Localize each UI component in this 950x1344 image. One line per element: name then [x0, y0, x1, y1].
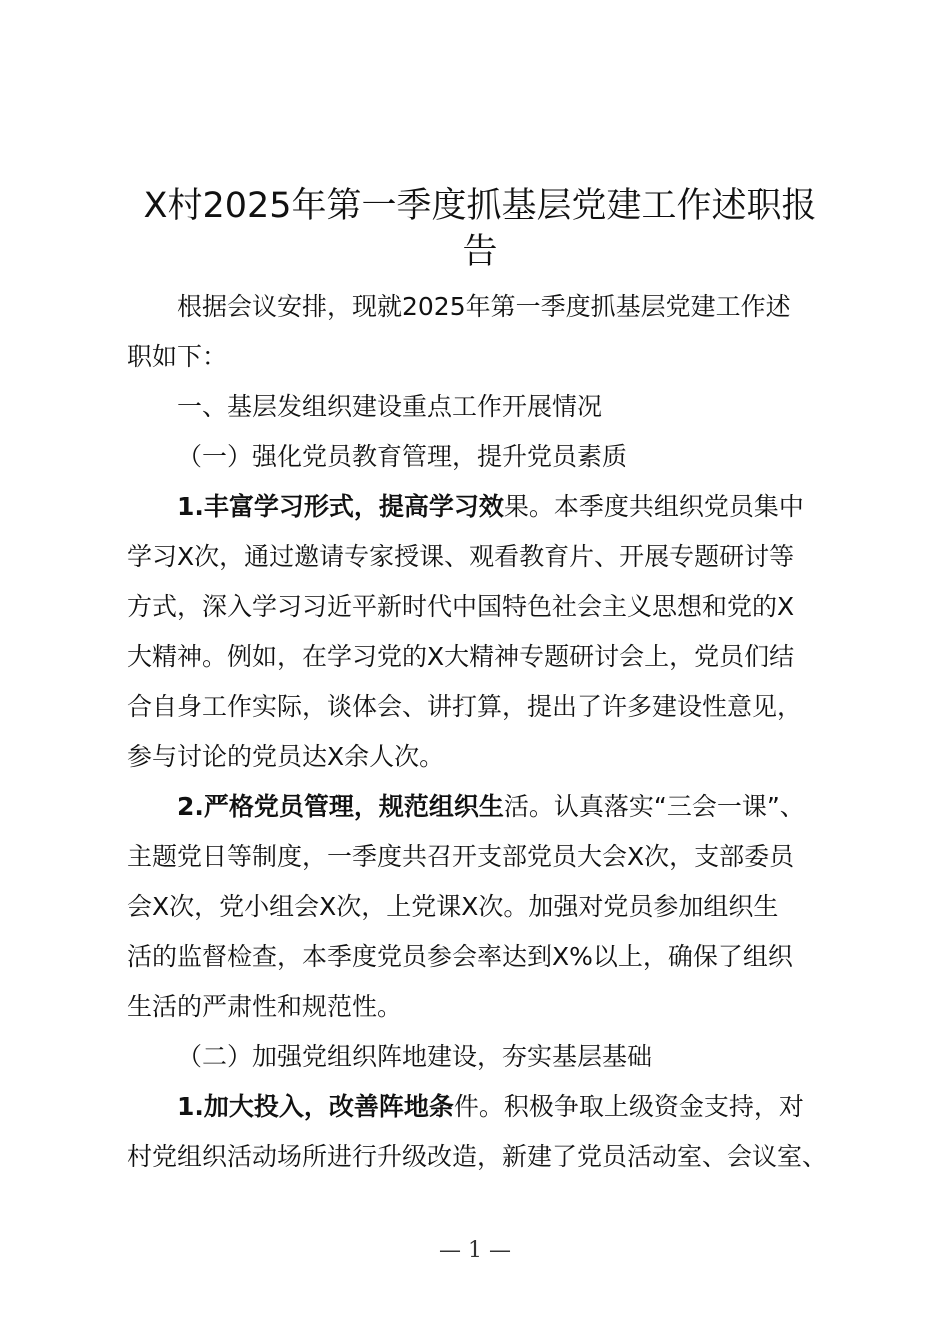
item-1-line-6: 参与讨论的党员达X余人次。 [127, 742, 445, 771]
item-3-line-1-rest: 件。积极争取上级资金支持，对 [453, 1092, 804, 1121]
item-2-line-3: 会X次，党小组会X次，上党课X次。加强对党员参加组织生 [127, 892, 779, 921]
item-2-line-5: 生活的严肃性和规范性。 [127, 992, 403, 1021]
subsection-heading-1 [127, 432, 839, 482]
paragraph-item-1 [127, 482, 839, 782]
item-1-line-5: 合自身工作实际，谈体会、讲打算，提出了许多建设性意见， [127, 692, 803, 721]
section-heading-1-text: 一、基层发组织建设重点工作开展情况 [177, 392, 603, 421]
item-1-line-2: 学习X次，通过邀请专家授课、观看教育片、开展专题研讨等 [127, 542, 795, 571]
paragraph-item-3 [127, 1082, 839, 1182]
item-1-line-4: 大精神。例如，在学习党的X大精神专题研讨会上，党员们结 [127, 642, 795, 671]
intro-paragraph [127, 282, 839, 382]
intro-line-1: 根据会议安排，现就2025年第一季度抓基层党建工作述 [177, 292, 791, 321]
subsection-heading-1-text: （一）强化党员教育管理，提升党员素质 [177, 442, 628, 471]
title-line-1: X村2025年第一季度抓基层党建工作述职报 [143, 186, 817, 226]
document-body [127, 282, 839, 1182]
item-1-line-1 [127, 482, 839, 532]
item-1-bold-lead: 1.丰富学习形式，提高学习效 [177, 492, 504, 521]
item-2-line-1-rest: 活。认真落实“三会一课”、 [503, 792, 805, 821]
item-1-line-3: 方式，深入学习习近平新时代中国特色社会主义思想和党的X [127, 592, 795, 621]
document-title [100, 183, 860, 275]
subsection-heading-2 [127, 1032, 839, 1082]
page-number: — 1 — [439, 1238, 511, 1263]
item-3-bold-lead: 1.加大投入，改善阵地条 [177, 1092, 454, 1121]
item-2-bold-lead: 2.严格党员管理，规范组织生 [177, 792, 504, 821]
paragraph-item-2 [127, 782, 839, 1032]
item-2-line-1 [127, 782, 839, 832]
intro-line-2: 职如下： [127, 342, 228, 371]
item-2-line-4: 活的监督检查，本季度党员参会率达到X%以上，确保了组织 [127, 942, 793, 971]
item-2-line-2: 主题党日等制度，一季度共召开支部党员大会X次，支部委员 [127, 842, 795, 871]
item-3-line-1 [127, 1082, 839, 1132]
title-line-2: 告 [462, 232, 498, 272]
item-1-line-1-rest: 果。本季度共组织党员集中 [503, 492, 804, 521]
section-heading-1 [127, 382, 839, 432]
item-3-line-2: 村党组织活动场所进行升级改造，新建了党员活动室、会议室、 [127, 1142, 828, 1171]
subsection-heading-2-text: （二）加强党组织阵地建设，夯实基层基础 [177, 1042, 653, 1071]
